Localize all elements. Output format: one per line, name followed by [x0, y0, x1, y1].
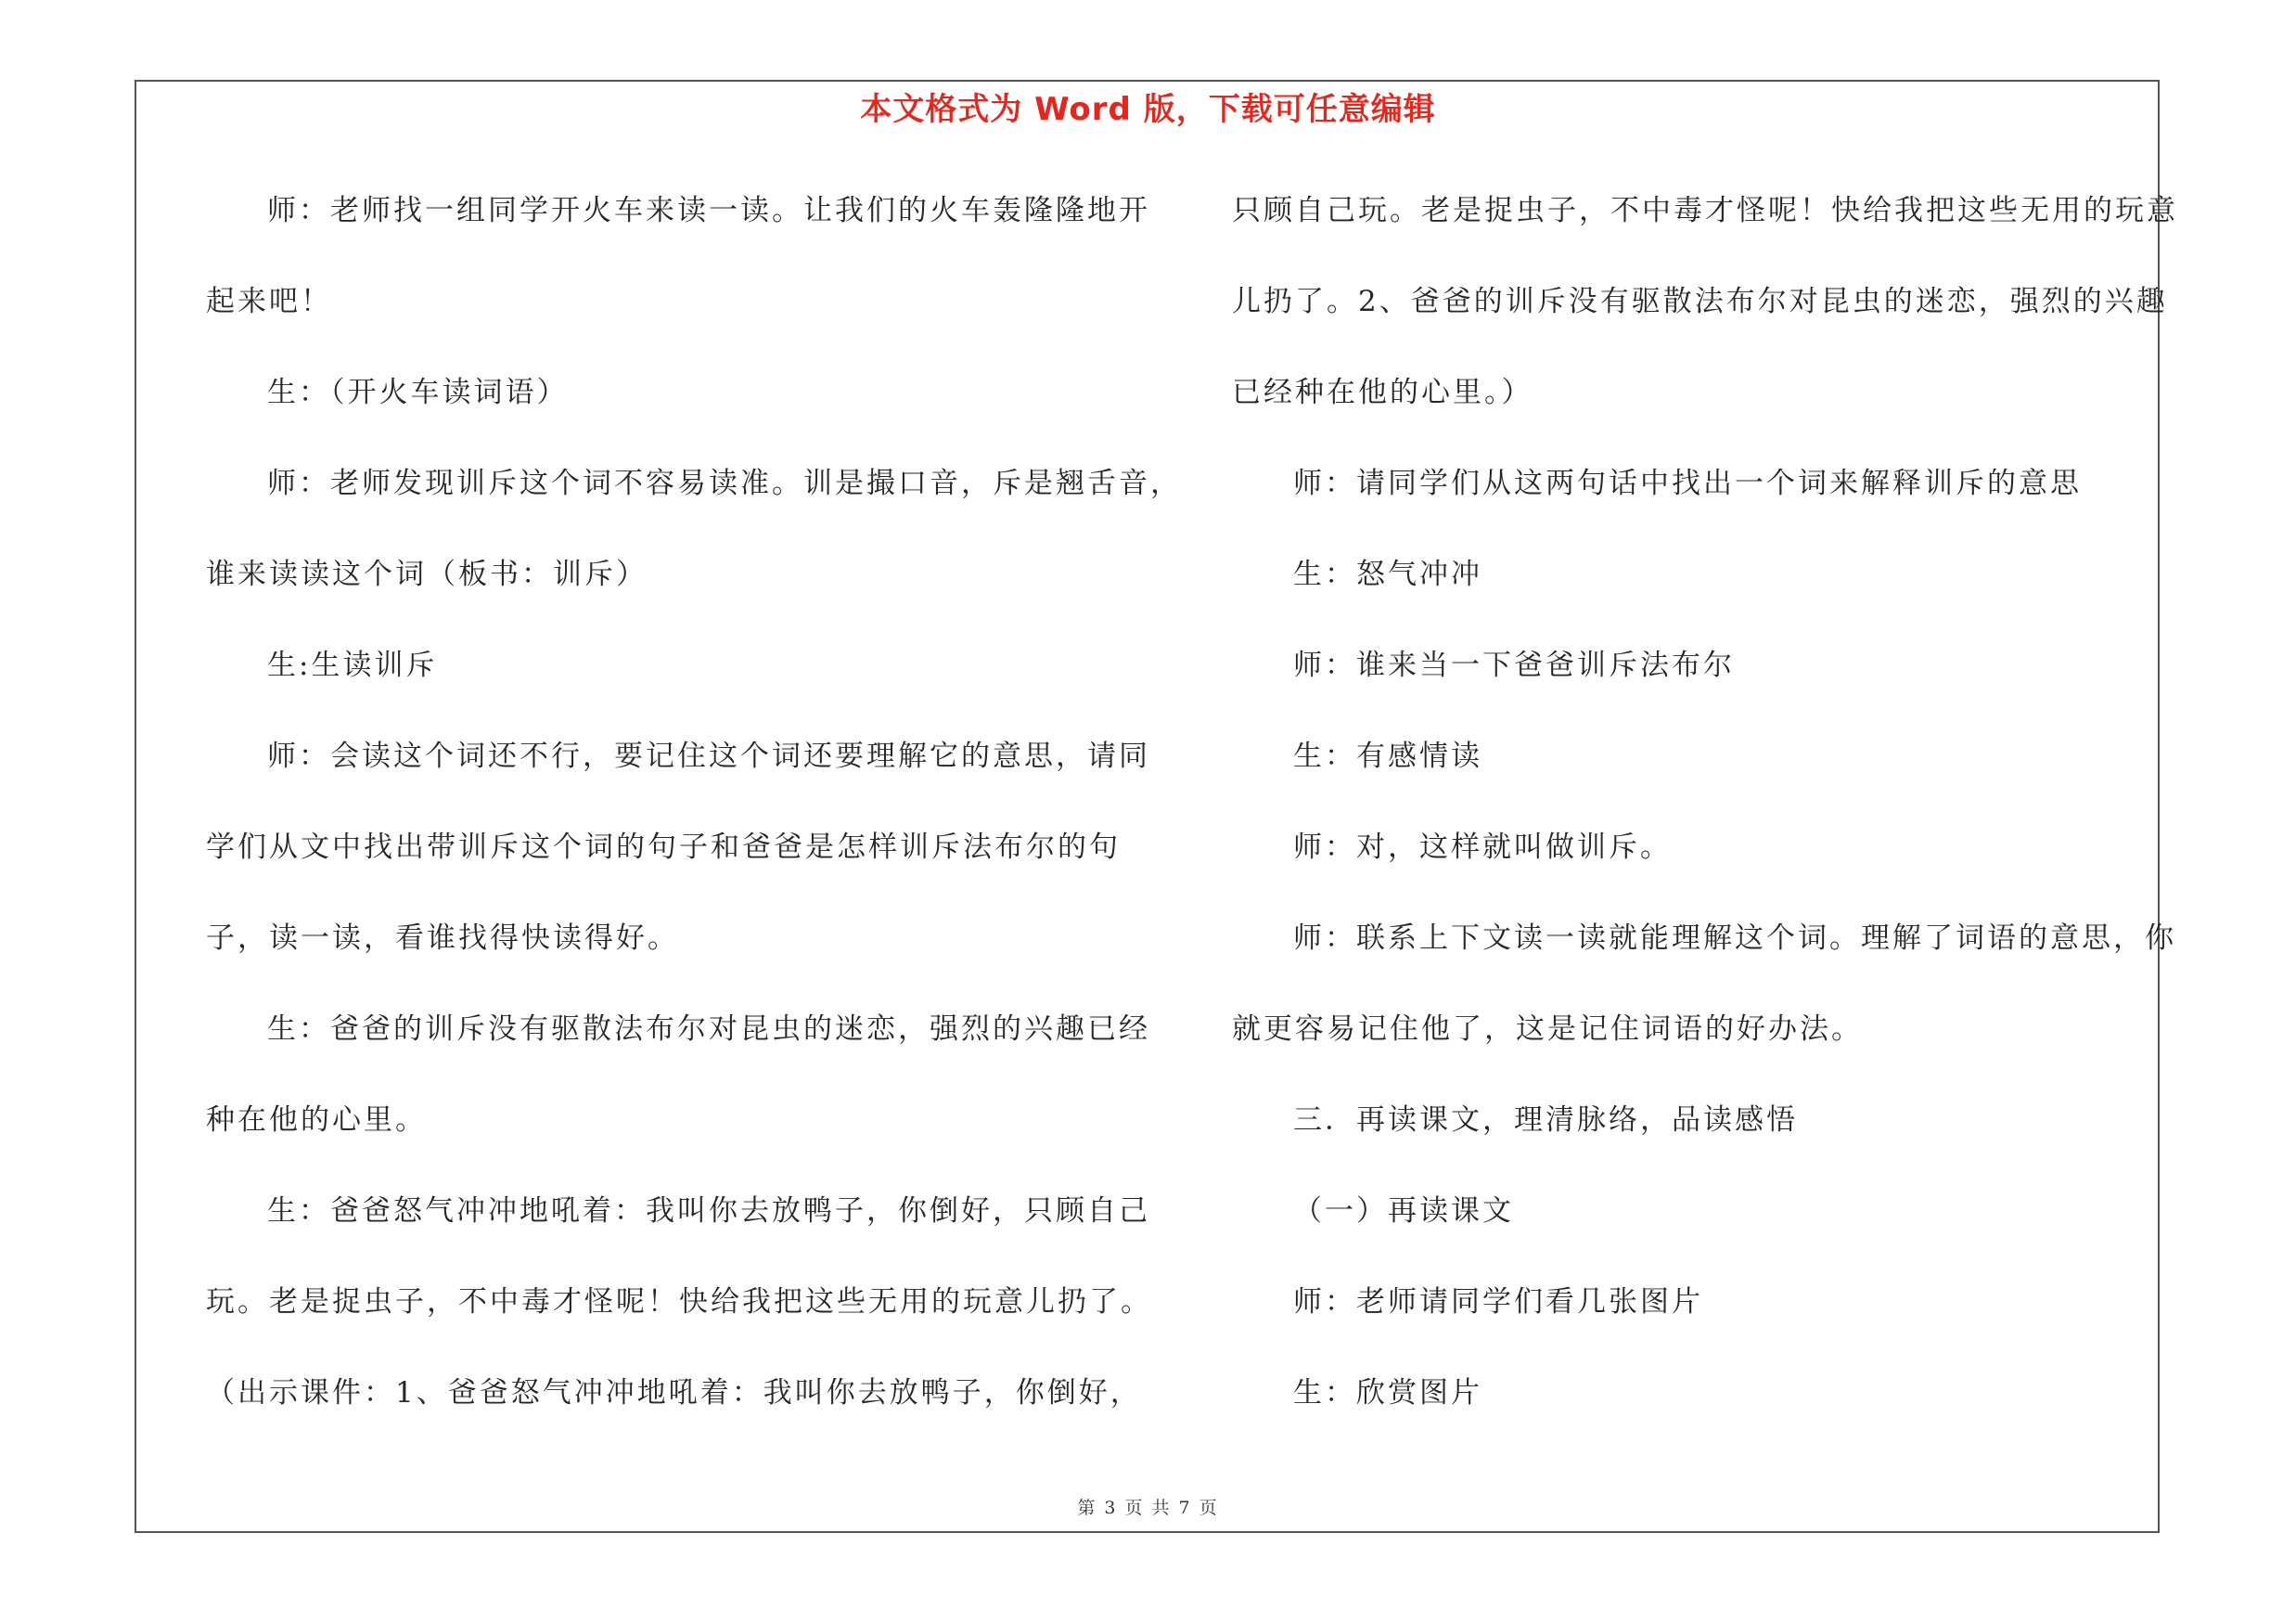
- text-line: 生:生读训斥: [267, 649, 438, 682]
- text-line: 儿扔了。2、爸爸的训斥没有驱散法布尔对昆虫的迷恋，强烈的兴趣: [1232, 285, 2168, 318]
- text-line: （一）再读课文: [1293, 1194, 1514, 1228]
- text-line: 师：会读这个词还不行，要记住这个词还要理解它的意思，请同: [267, 740, 1150, 773]
- text-line: 师：老师找一组同学开火车来读一读。让我们的火车轰隆隆地开: [267, 194, 1150, 227]
- header-banner: 本文格式为 Word 版，下载可任意编辑: [860, 91, 1436, 128]
- text-line: （出示课件：1、爸爸怒气冲冲地吼着：我叫你去放鸭子，你倒好，: [206, 1376, 1142, 1410]
- text-line: 生：爸爸怒气冲冲地吼着：我叫你去放鸭子，你倒好，只顾自己: [267, 1194, 1150, 1228]
- text-line: 玩。老是捉虫子，不中毒才怪呢！快给我把这些无用的玩意儿扔了。: [206, 1285, 1152, 1319]
- text-line: 三．再读课文，理清脉络，品读感悟: [1293, 1103, 1798, 1137]
- text-line: 种在他的心里。: [206, 1103, 427, 1137]
- text-line: 起来吧！: [206, 285, 332, 318]
- text-line: 已经种在他的心里。）: [1232, 376, 1533, 409]
- text-line: 学们从文中找出带训斥这个词的句子和爸爸是怎样训斥法布尔的句: [206, 831, 1121, 864]
- text-line: 师：老师发现训斥这个词不容易读准。训是撮口音，斥是翘舌音，: [267, 467, 1182, 500]
- left-column: [206, 182, 1182, 1455]
- right-column: [1232, 182, 2178, 1455]
- text-line: 只顾自己玩。老是捉虫子，不中毒才怪呢！快给我把这些无用的玩意: [1232, 194, 2178, 227]
- text-line: 生：怒气冲冲: [1293, 558, 1482, 591]
- text-line: 师：老师请同学们看几张图片: [1293, 1285, 1703, 1319]
- text-line: 生：欣赏图片: [1293, 1376, 1482, 1410]
- text-line: 生：有感情读: [1293, 740, 1482, 773]
- text-line: 师：对，这样就叫做训斥。: [1293, 831, 1672, 864]
- text-line: 师：联系上下文读一读就能理解这个词。理解了词语的意思，你: [1293, 921, 2176, 955]
- text-line: 师：谁来当一下爸爸训斥法布尔: [1293, 649, 1735, 682]
- text-line: 子，读一读，看谁找得快读得好。: [206, 921, 679, 955]
- page-number: 第 3 页 共 7 页: [1077, 1498, 1219, 1518]
- text-line: 生：（开火车读词语）: [267, 376, 569, 409]
- text-line: 就更容易记住他了，这是记住词语的好办法。: [1232, 1012, 1863, 1046]
- text-line: 师：请同学们从这两句话中找出一个词来解释训斥的意思: [1293, 467, 2082, 500]
- text-line: 生：爸爸的训斥没有驱散法布尔对昆虫的迷恋，强烈的兴趣已经: [267, 1012, 1150, 1046]
- text-line: 谁来读读这个词（板书：训斥）: [206, 558, 648, 591]
